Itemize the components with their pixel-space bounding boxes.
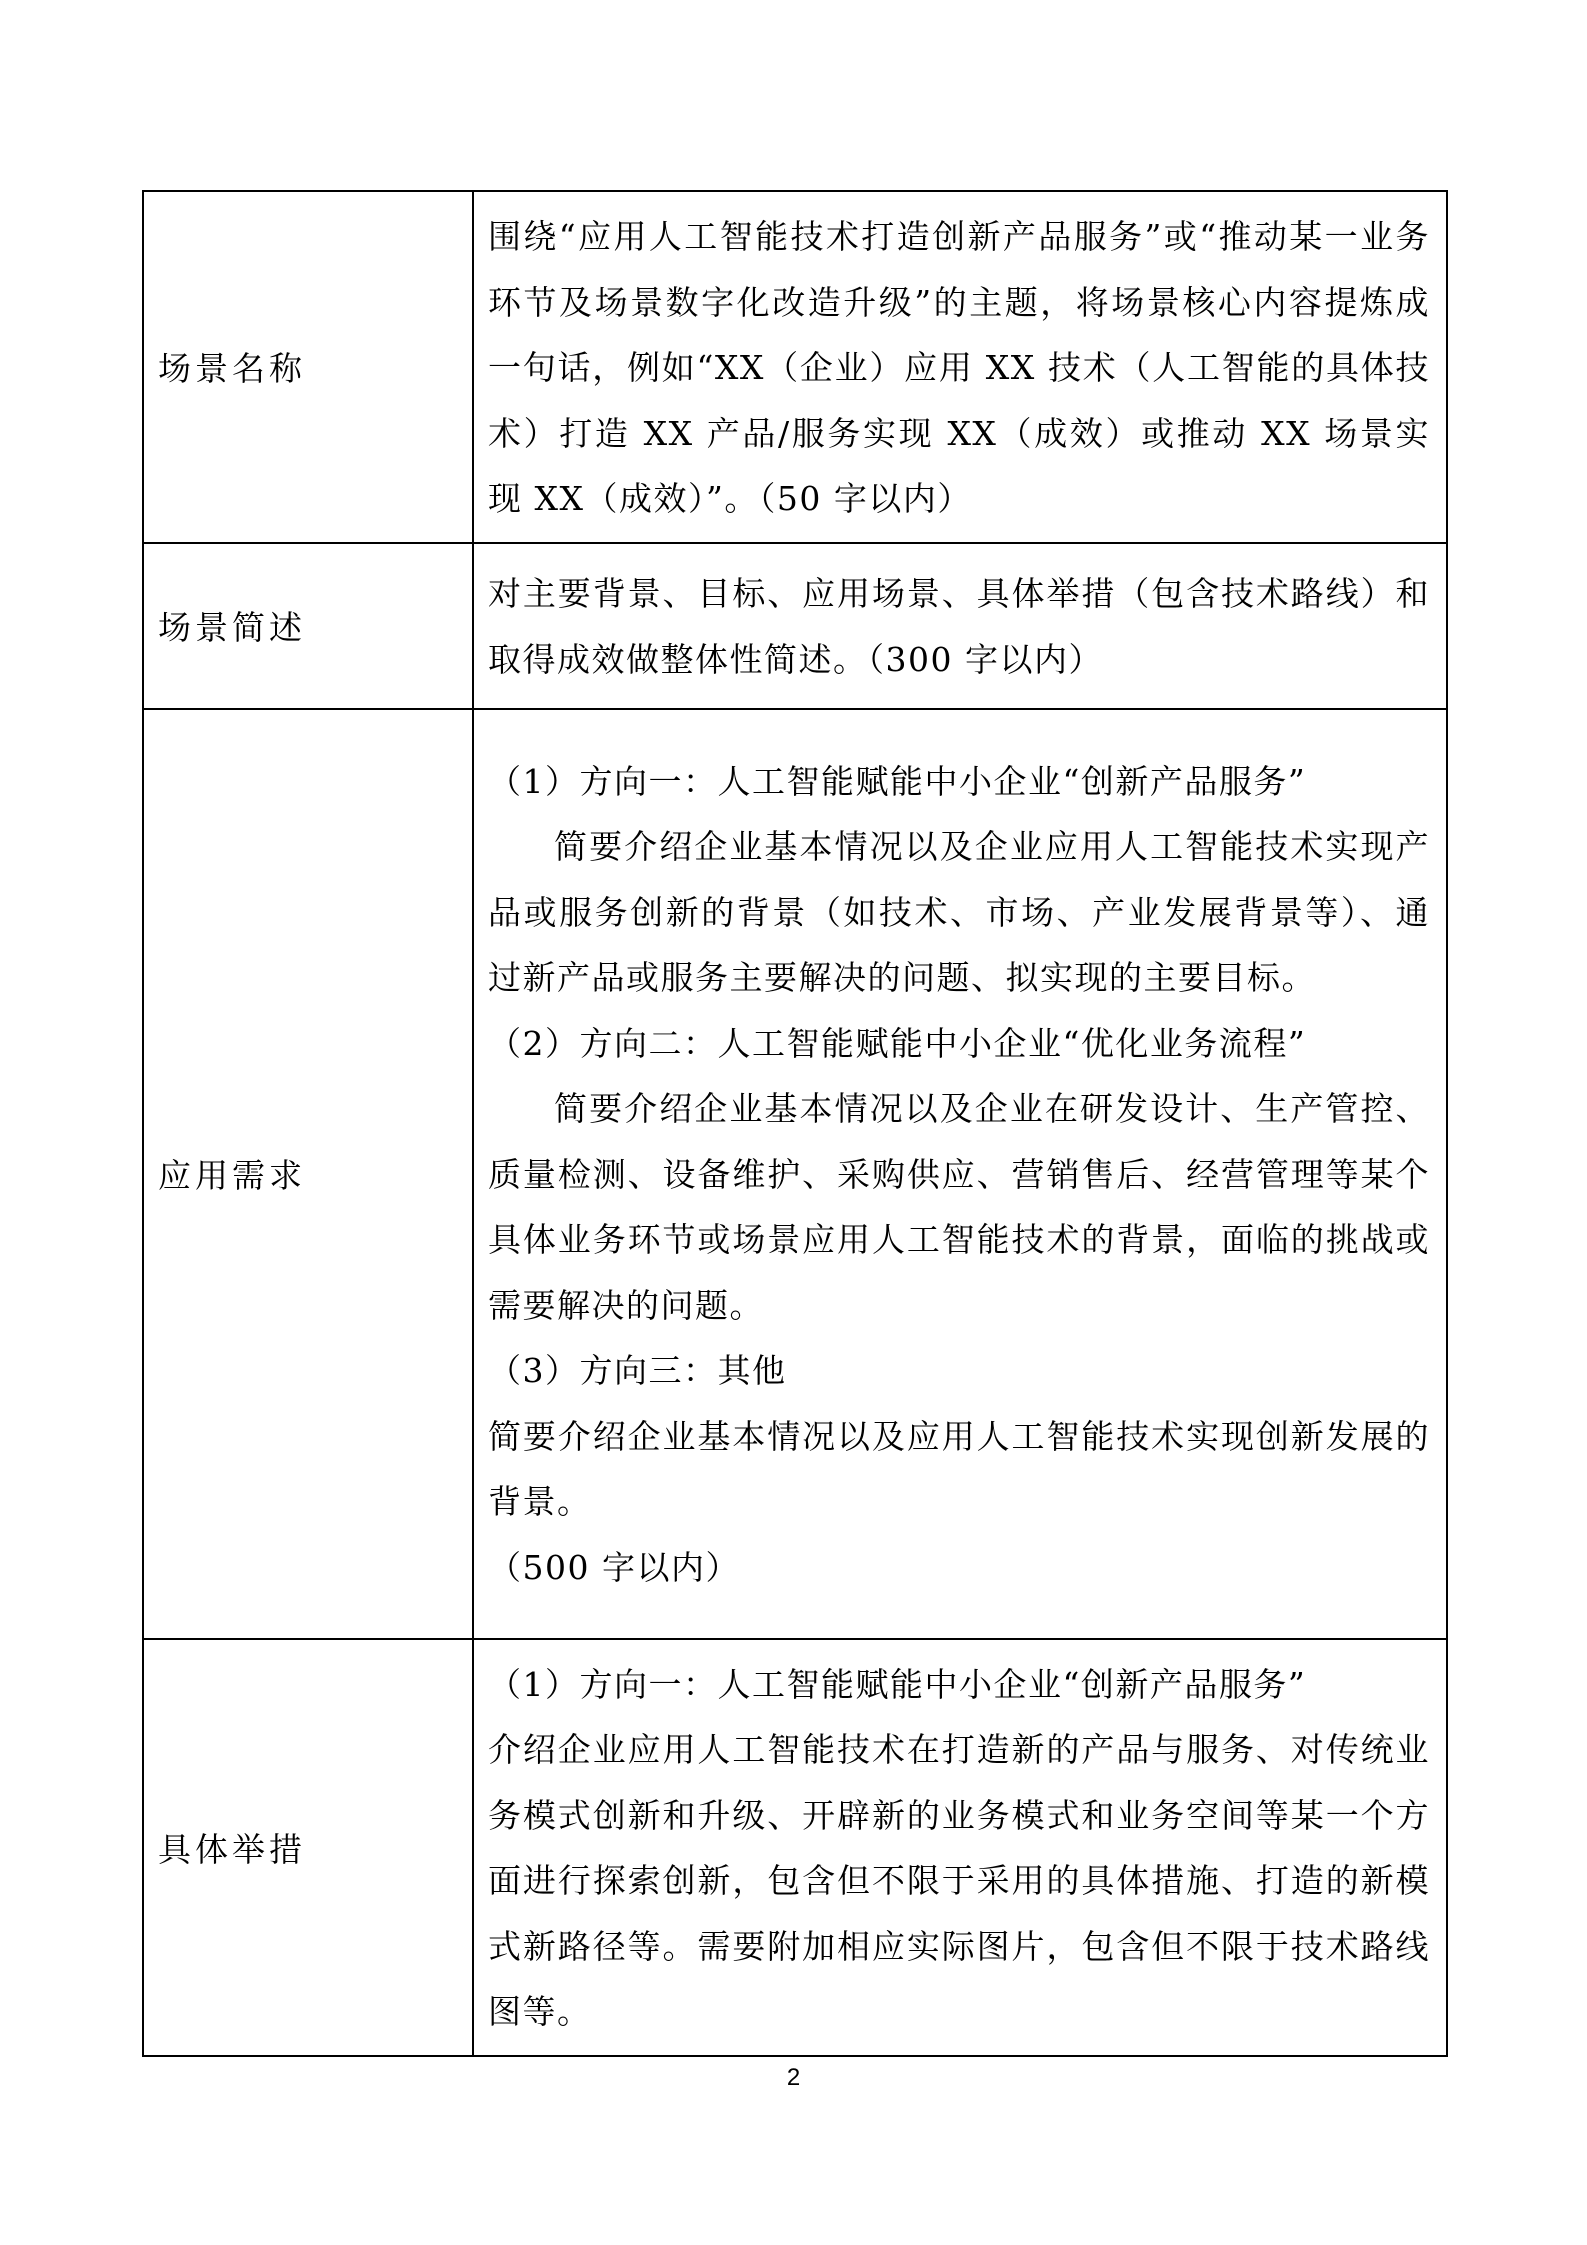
direction-two-heading: （2）方向二：人工智能赋能中小企业“优化业务流程”: [488, 1023, 1307, 1063]
page-number: 2: [786, 2064, 801, 2091]
row-label-scene-name: 场景名称: [143, 191, 473, 543]
table-row-application-needs: [143, 709, 1447, 1639]
table-row-scene-name: [143, 191, 1447, 543]
application-form-table: [142, 190, 1448, 2057]
word-limit-note: （500 字以内）: [488, 1547, 740, 1587]
row-label-scene-summary: 场景简述: [143, 543, 473, 709]
row-content-scene-name: [473, 191, 1447, 543]
row-label-specific-measures: 具体举措: [143, 1639, 473, 2056]
scene-summary-description: 对主要背景、目标、应用场景、具体举措（包含技术路线）和取得成效做整体性简述。（300 字以内）: [488, 574, 1430, 679]
table-row-scene-summary: [143, 543, 1447, 709]
row-label-application-needs: 应用需求: [143, 709, 473, 1639]
row-content-specific-measures: [473, 1639, 1447, 2056]
direction-one-description: 简要介绍企业基本情况以及企业应用人工智能技术实现产品或服务创新的背景（如技术、市场、产业发展背景等）、通过新产品或服务主要解决的问题、拟实现的主要目标。: [488, 827, 1430, 998]
scene-name-description: 围绕“应用人工智能技术打造创新产品服务”或“推动某一业务环节及场景数字化改造升级”的主题，将场景核心内容提炼成一句话，例如“XX（企业）应用 XX 技术（人工智能的具体技术）打造 XX 产品/服务实现 XX（成效）或推动 XX 场景实现 XX（成效）”。（50 字以内）: [488, 217, 1430, 518]
measures-direction-one-description: 介绍企业应用人工智能技术在打造新的产品与服务、对传统业务模式创新和升级、开辟新的业务模式和业务空间等某一个方面进行探索创新，包含但不限于采用的具体措施、打造的新模式新路径等。需要附加相应实际图片，包含但不限于技术路线图等。: [488, 1730, 1430, 2031]
direction-one-heading: （1）方向一：人工智能赋能中小企业“创新产品服务”: [488, 761, 1307, 801]
measures-direction-one-heading: （1）方向一：人工智能赋能中小企业“创新产品服务”: [488, 1664, 1307, 1704]
row-content-scene-summary: [473, 543, 1447, 709]
direction-three-heading: （3）方向三：其他: [488, 1351, 787, 1391]
row-content-application-needs: [473, 709, 1447, 1639]
direction-two-description: 简要介绍企业基本情况以及企业在研发设计、生产管控、质量检测、设备维护、采购供应、营销售后、经营管理等某个具体业务环节或场景应用人工智能技术的背景，面临的挑战或需要解决的问题。: [488, 1089, 1430, 1325]
table-row-specific-measures: [143, 1639, 1447, 2056]
direction-three-description: 简要介绍企业基本情况以及应用人工智能技术实现创新发展的背景。: [488, 1416, 1430, 1522]
